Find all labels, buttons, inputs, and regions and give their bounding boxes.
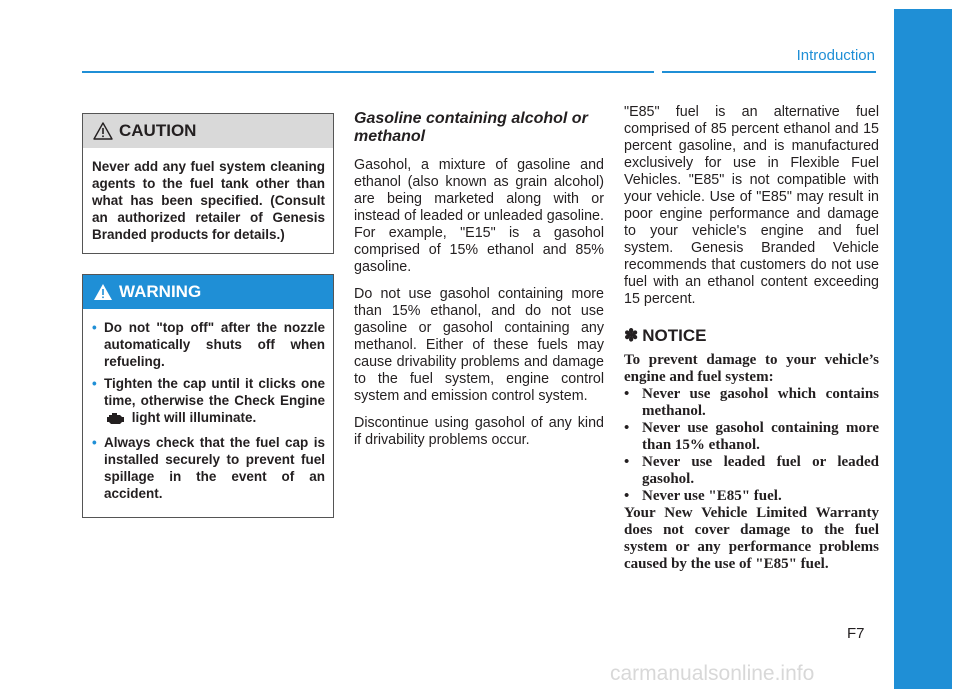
warning-item-text-before: Tighten the cap until it clicks one time, otherwise the Check Engine	[104, 376, 325, 408]
notice-item-text: Never use gasohol containing more than 15% ethanol.	[642, 420, 879, 453]
bullet-dot: •	[92, 376, 97, 391]
paragraph: Gasohol, a mixture of gasoline and ethanol (also known as grain alcohol) are being marketed along with or instead of leaded or unleaded gasoline. For example, "E15" is a gasohol comprised of 15% ethanol and 85% gasoline.	[354, 157, 604, 275]
caution-box	[82, 113, 334, 254]
middle-column	[354, 110, 604, 459]
caution-title: CAUTION	[119, 121, 197, 140]
chapter-side-tab	[894, 9, 952, 689]
paragraph: Discontinue using gasohol of any kind if drivability problems occur.	[354, 415, 604, 448]
right-column	[624, 104, 879, 573]
warning-item	[92, 319, 325, 370]
warning-item-text: Do not "top off" after the nozzle automatically shuts off when refueling.	[104, 320, 325, 369]
warning-triangle-icon	[93, 122, 113, 140]
bullet-dot: •	[92, 435, 97, 450]
notice-title: NOTICE	[642, 326, 707, 345]
bullet-dot: •	[624, 488, 630, 504]
warning-title: WARNING	[119, 282, 202, 301]
warning-header	[83, 275, 333, 309]
notice-item-text: Never use leaded fuel or leaded gasohol.	[642, 454, 879, 487]
caution-text: Never add any fuel system cleaning agents to the fuel tank other than what has been specified. (Consult an authorized retailer of Genesis Branded products for details.)	[92, 159, 325, 242]
notice-item	[624, 488, 879, 505]
warning-box	[82, 274, 334, 518]
e85-paragraph: "E85" fuel is an alternative fuel comprised of 85 percent ethanol and 15 percent gasoline, and is manufactured exclusively for use in Flexible Fuel Vehicles. "E85" is not compatible with your vehicle. Use of "E85" may result in poor engine performance and damage to your vehicle's engine and fuel system. Genesis Branded Vehicle recommends that customers do not use fuel with an ethanol content exceeding 15 percent.	[624, 104, 879, 307]
check-engine-icon	[106, 411, 126, 429]
section-title: Introduction	[796, 47, 875, 64]
header-rule	[82, 71, 654, 73]
notice-item	[624, 386, 879, 420]
warning-list	[92, 319, 325, 502]
warning-item-text: Always check that the fuel cap is installed securely to prevent fuel spillage in the event of an accident.	[104, 435, 325, 501]
section-heading: Gasoline containing alcohol or methanol	[354, 110, 588, 145]
notice-star-icon: ✽	[624, 326, 639, 345]
header-rule-right	[662, 71, 876, 73]
bullet-dot: •	[624, 454, 630, 470]
notice-item-text: Never use gasohol which contains methanol.	[642, 386, 879, 419]
notice-item-text: Never use "E85" fuel.	[642, 488, 782, 504]
bullet-dot: •	[92, 320, 97, 335]
watermark: carmanualsonline.info	[610, 662, 815, 685]
bullet-dot: •	[624, 386, 630, 402]
notice-header	[624, 326, 879, 346]
warning-item-text-after: light will illuminate.	[131, 410, 257, 425]
bullet-dot: •	[624, 420, 630, 436]
notice-body	[624, 352, 879, 573]
notice-item	[624, 420, 879, 454]
caution-header	[83, 114, 333, 148]
paragraph: Do not use gasohol containing more than 15% ethanol, and do not use gasoline or gasohol containing any methanol. Either of these fuels may cause drivability problems and damage to the fuel system, engine control system and emission control system.	[354, 286, 604, 404]
page-number: F7	[847, 625, 865, 642]
notice-intro: To prevent damage to your vehicle’s engine and fuel system:	[624, 352, 879, 385]
warning-body	[83, 309, 333, 517]
notice-list	[624, 386, 879, 505]
notice-item	[624, 454, 879, 488]
warning-triangle-icon	[93, 283, 113, 301]
warning-item	[92, 375, 325, 429]
warning-item	[92, 434, 325, 502]
notice-closing: Your New Vehicle Limited Warranty does not cover damage to the fuel system or any performance problems caused by the use of "E85" fuel.	[624, 505, 879, 572]
